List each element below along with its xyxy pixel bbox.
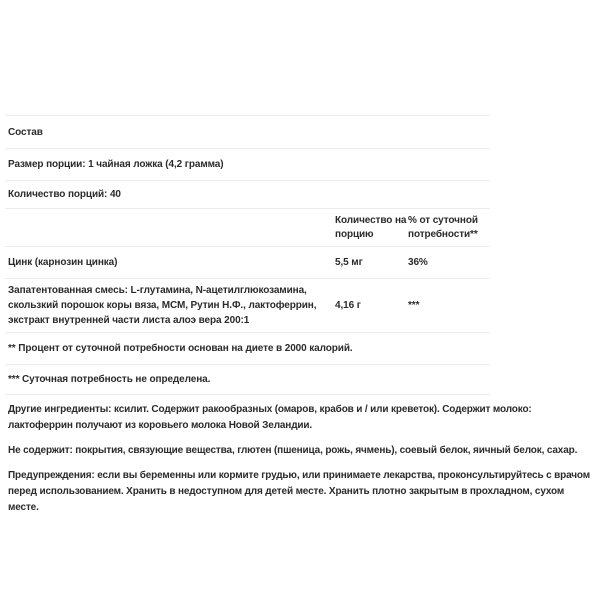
- table-row-footnote: [5, 332, 490, 364]
- table-header-row: [5, 208, 490, 246]
- ingredient-amount: 4,16 г: [335, 300, 361, 311]
- free-of-paragraph: Не содержит: покрытия, связующие вещества, глютен (пшеница, рожь, ячмень), соевый белок, яичный белок, сахар.: [8, 445, 578, 456]
- ingredient-amount: 5,5 мг: [335, 257, 363, 268]
- table-row-servings-count: [5, 180, 490, 208]
- ingredient-daily-value: 36%: [408, 257, 428, 268]
- ingredient-daily-value: ***: [408, 300, 420, 311]
- top-whitespace: [0, 0, 600, 115]
- ingredient-name: Запатентованная смесь: L-глутамина, N-ацетилглюкозамина, скользкий порошок коры вяза, МСМ, Рутин Н.Ф., лактоферрин, экстракт внутренней части листа алоэ вера 200:1: [8, 285, 317, 326]
- footnote-daily-value: ** Процент от суточной потребности основан на диете в 2000 калорий.: [8, 343, 353, 354]
- servings-count-text: Количество порций: 40: [8, 189, 121, 200]
- header-daily-value: % от суточной потребности**: [408, 215, 478, 240]
- header-amount-per-serving: Количество на порцию: [335, 215, 407, 240]
- footnote-not-established: *** Суточная потребность не определена.: [8, 374, 211, 385]
- table-row-serving-size: [5, 148, 490, 180]
- table-row-footnote: [5, 364, 490, 395]
- product-details-text: [8, 402, 592, 516]
- other-ingredients-paragraph: Другие ингредиенты: ксилит. Содержит ракообразных (омаров, крабов и / или креветок). Содержит молоко: лактоферрин получают из коровьего молока Новой Зеландии.: [8, 404, 532, 431]
- supplement-facts-table: [5, 115, 490, 395]
- serving-size-text: Размер порции: 1 чайная ложка (4,2 грамма): [8, 159, 224, 170]
- ingredient-name: Цинк (карнозин цинка): [8, 257, 118, 268]
- warnings-paragraph: Предупреждения: если вы беременны или кормите грудью, или принимаете лекарства, проконсультируйтесь с врачом перед использованием. Хранить в недоступном для детей месте. Хранить плотно закрытым в прохладном, сухом месте.: [8, 470, 590, 513]
- table-row: [5, 278, 490, 332]
- table-row: [5, 246, 490, 278]
- section-title: Состав: [8, 127, 43, 138]
- table-row-section-title: [5, 115, 490, 148]
